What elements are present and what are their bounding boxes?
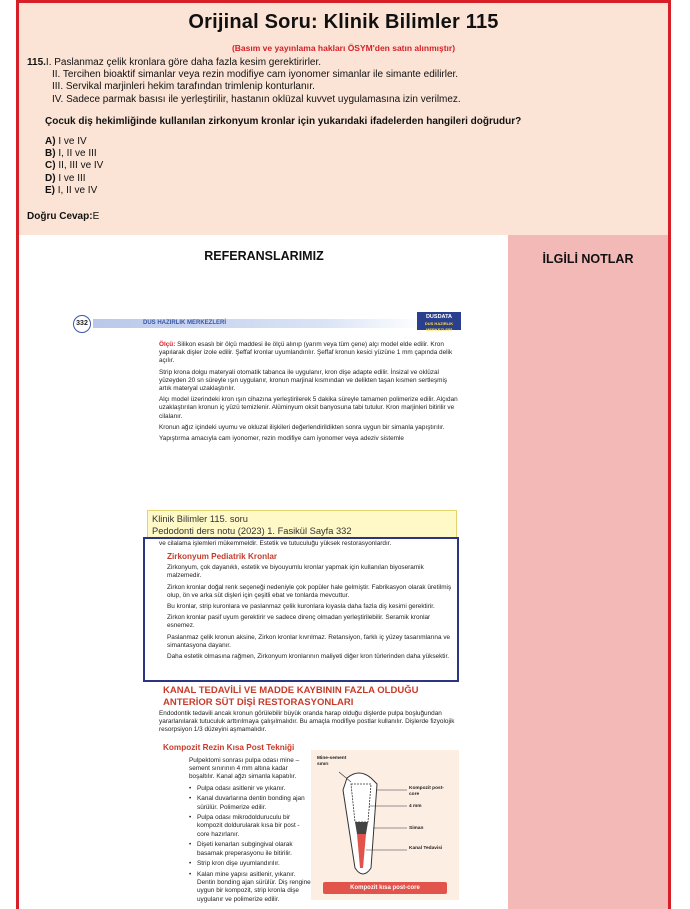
page-number: 332 (73, 315, 91, 333)
tooth-illustration (311, 750, 459, 900)
question-sheet (16, 0, 671, 909)
figure-caption: Kompozit kısa post-core (323, 882, 447, 894)
question-panel (19, 3, 668, 235)
reference-page-image (51, 285, 489, 905)
correct-answer: Doğru Cevap:E (27, 211, 100, 222)
post-core-figure (311, 750, 459, 900)
question-statements (27, 57, 461, 106)
references-heading: REFERANSLARIMIZ (204, 249, 324, 263)
reference-text-boxed (159, 540, 457, 664)
ref-para-3: Alçı model üzerindeki kron ışın cihazına yerleştirilerek 5 dakika süreyle tamamen polimerize edilir. Alçıdan uzaklaştırılan kronun iç yüzü temizlenir. Alüminyum oksit banyosuna tabi tutulur. Kron marjinleri bitirilir ve cilalanır. (159, 396, 458, 420)
option-b[interactable]: B) I, II ve III (45, 148, 97, 160)
zirkonyum-para-1: Zirkonyum, çok dayanıklı, estetik ve biyouyumlu kronlar yapmak için kullanılan biyoseramik malzemedir. (167, 564, 424, 580)
answer-options (45, 136, 103, 197)
zirkonyum-para-2: Zirkon kronlar doğal renk seçeneği nedeniyle çok popüler hale gelmiştir. Fabrikasyon olarak üretilmiş olup, ön ve arka süt dişleri için çeşitli ebat ve tonlarda mevcuttur. (167, 583, 452, 599)
question-stem: Çocuk diş hekimliğinde kullanılan zirkonyum kronlar için yukarıdaki ifadelerden hangileri doğrudur? (45, 116, 522, 127)
label-siman: Siman (409, 826, 424, 831)
post-step-4: • Dişeti kenarları subgingival olarak basamak preperasyonu ile bitirilir. (189, 841, 311, 857)
label-mine-sement: Mine-sement sınırı (317, 756, 347, 767)
zirkonyum-heading: Zirkonyum Pediatrik Kronlar (167, 552, 278, 562)
post-step-2: • Kanal duvarlarına dentin bonding ajan sürülür. Polimerize edilir. (189, 795, 311, 811)
option-a[interactable]: A) I ve IV (45, 136, 87, 147)
post-step-3: • Pulpa odası mikrodolduruculu bir kompozit doldurularak kısa bir post - core hazırlanır. (189, 814, 311, 839)
notes-heading: İLGİLİ NOTLAR (542, 252, 634, 266)
dusdata-logo: DUSDATA DUS HAZIRLIK MERKEZLERİ (417, 312, 461, 330)
page-banner: DUS HAZIRLIK MERKEZLERİ (93, 319, 425, 328)
statement-1: 115.I. Paslanmaz çelik kronlara göre daha fazla kesim gerektirirler. (27, 57, 322, 68)
zirkonyum-para-5: Paslanmaz çelik kronun aksine, Zirkon kronlar kıvrılmaz. Retansiyon, farklı iç yüzey tasarımlarına ve simantasyona dayanır. (167, 633, 451, 649)
zirkonyum-para-4: Zirkon kronlar pasif uyum gerektirir ve sadece direnç olmadan yerleştirilebilir. Seramik kronlar esnemez. (167, 614, 431, 630)
option-e[interactable]: E) I, II ve IV (45, 184, 98, 196)
ref-para-1: Ölçü: Silikon esaslı bir ölçü maddesi ile ölçü alınıp (yarım veya tüm çene) alçı model elde edilir. Kron yapılarak dişler izole edilir. Şeffaf kronlar uyumlandırılır. Şeffaf kronun kesici yüzüne 1 mm çapında delik açılır. (159, 341, 453, 365)
notes-panel (508, 235, 668, 909)
reference-text-top (159, 341, 459, 446)
post-text (189, 757, 311, 906)
reference-area (19, 235, 668, 909)
highlight-line-1: Klinik Bilimler 115. soru (152, 514, 248, 524)
post-step-6: • Kalan mine yapısı asitlenir, yıkanır. Dentin bonding ajan sürülür. Diş rengine uygun bir kompozit, strip kronla dişe uygulanır ve polimerize edilir. (189, 871, 311, 904)
ref-para-2: Strip krona dolgu materyali otomatik tabanca ile uygulanır, kron dişe adapte edilir. İnsizal ve oklüzal yüzeyden 20 sn süreyle ışın uygulanır, kronun marjinal kısmından ve delikten taşan kısmen sertleşmiş artık materyal uzaklaştırılır. (159, 368, 448, 393)
ref-under-highlight: ve cilalama işlemleri mükemmeldir. Estetik ve tutuculuğu yüksek restorasyonlardır. (159, 540, 392, 547)
post-step-1: • Pulpa odası asitlenir ve yıkanır. (189, 785, 311, 793)
highlight-line-2: Pedodonti ders notu (2023) 1. Fasikül Sayfa 332 (152, 526, 352, 536)
statement-3: III. Servikal marjinleri hekim tarafından trimlenip konturlanır. (52, 81, 315, 93)
zirkonyum-para-6: Daha estetik olmasına rağmen, Zirkonyum kronlarının maliyeti diğer kron türlerinden daha yüksektir. (167, 653, 450, 661)
question-number: 115. (27, 57, 46, 68)
kanal-heading: KANAL TEDAVİLİ VE MADDE KAYBININ FAZLA OLDUĞU ANTERİOR SÜT DİŞİ RESTORASYONLARI (163, 685, 419, 708)
label-4mm: 4 mm (409, 804, 422, 809)
zirkonyum-para-3: Bu kronlar, strip kuronlara ve paslanmaz çelik kuronlara kıyasla daha fazla diş kesimi gerektirir. (167, 603, 435, 611)
copyright-note: (Basım ve yayınlama hakları ÖSYM'den satın alınmıştır) (231, 43, 456, 53)
post-heading: Kompozit Rezin Kısa Post Tekniği (163, 743, 295, 752)
post-step-5: • Strip kron dişe uyumlandırılır. (189, 860, 311, 868)
page-title: Orijinal Soru: Klinik Bilimler 115 (188, 11, 499, 33)
option-c[interactable]: C) II, III ve IV (45, 160, 104, 172)
statement-2: II. Tercihen bioaktif simanlar veya rezin modifiye cam iyonomer simanlar ile simante edilirler. (52, 69, 459, 81)
label-kanal: Kanal Tedavisi (409, 846, 443, 851)
post-steps (189, 785, 311, 904)
kanal-text: Endodontik tedavili ancak kronun görülebilir büyük oranda harap olduğu dişlerde pulpa boşluğundan yararlanılarak tutuculuk arttırılmaya çalışılmalıdır. Bu amaçla modifiye postlar kullanılır. Dişlerde fizyolojik resorpsiyon 1/3 düzeyini aşmamalıdır. (159, 710, 455, 734)
ref-para-4: Kronun ağız içindeki uyumu ve okluzal ilişkileri değerlendirildikten sonra uygun bir simanla yapıştırılır. (159, 423, 445, 431)
label-kompozit: Kompozit post-core (409, 786, 444, 797)
option-d[interactable]: D) I ve III (45, 172, 86, 184)
ref-para-5: Yapıştırma amacıyla cam iyonomer, rezin modifiye cam iyonomer veya adeziv sistemle (159, 435, 404, 443)
post-intro: Pulpektomi sonrası pulpa odası mine – sement sınırının 4 mm altına kadar boşaltılır. Kanal ağzı simanla kapatılır. (189, 757, 300, 781)
reference-highlight (147, 510, 457, 538)
statement-4: IV. Sadece parmak basısı ile yerleştirilir, hastanın oklüzal kuvvet uygulamasına izin verilmez. (52, 93, 461, 105)
